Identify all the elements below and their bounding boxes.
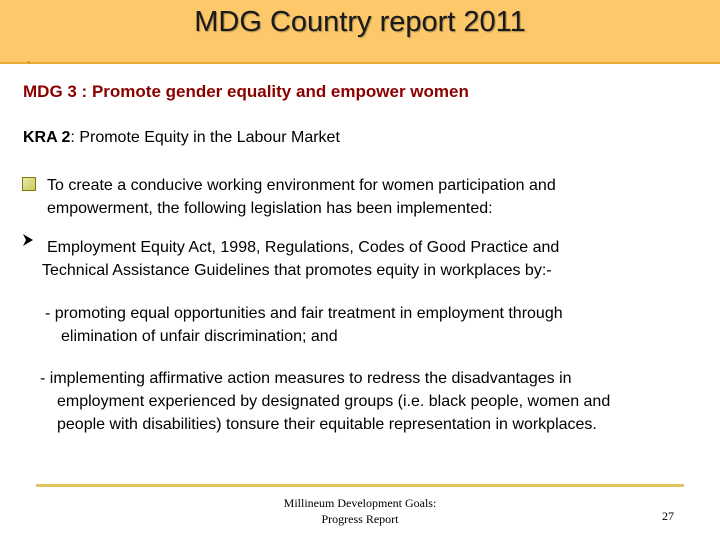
bullet2-line1: Employment Equity Act, 1998, Regulations, Codes of Good Practice and [47,239,560,256]
bullet2-line2: Technical Assistance Guidelines that promotes equity in workplaces by:- [42,262,552,279]
page-number: 27 [662,509,674,523]
slide-heading: MDG 3 : Promote gender equality and empower women [23,82,469,101]
sub-item2-line1: - implementing affirmative action measures to redress the disadvantages in [40,370,572,387]
sub-item2-line3: people with disabilities) tonsure their equitable representation in workplaces. [57,416,597,433]
sub-item1-line2: elimination of unfair discrimination; and [61,328,338,345]
title-bar [0,0,720,68]
sub-item2-line2: employment experienced by designated groups (i.e. black people, women and [57,393,611,410]
footer-line2: Progress Report [321,512,399,526]
footer-text [255,495,465,527]
arrowhead-bullet-icon [22,233,34,252]
square-bullet-icon [22,177,36,191]
kra-label: KRA 2 [23,129,71,146]
footer-rule [36,484,684,487]
sub-item1-line1: - promoting equal opportunities and fair treatment in employment through [45,305,563,322]
slide-title: MDG Country report 2011 [194,6,526,38]
kra-line [23,129,340,147]
bullet1-line1: To create a conducive working environment for women participation and [47,177,556,194]
kra-text: : Promote Equity in the Labour Market [70,129,340,146]
bullet1-line2: empowerment, the following legislation has been implemented: [47,200,493,217]
title-mark: - [27,57,31,68]
footer-line1: Millineum Development Goals: [283,496,437,510]
